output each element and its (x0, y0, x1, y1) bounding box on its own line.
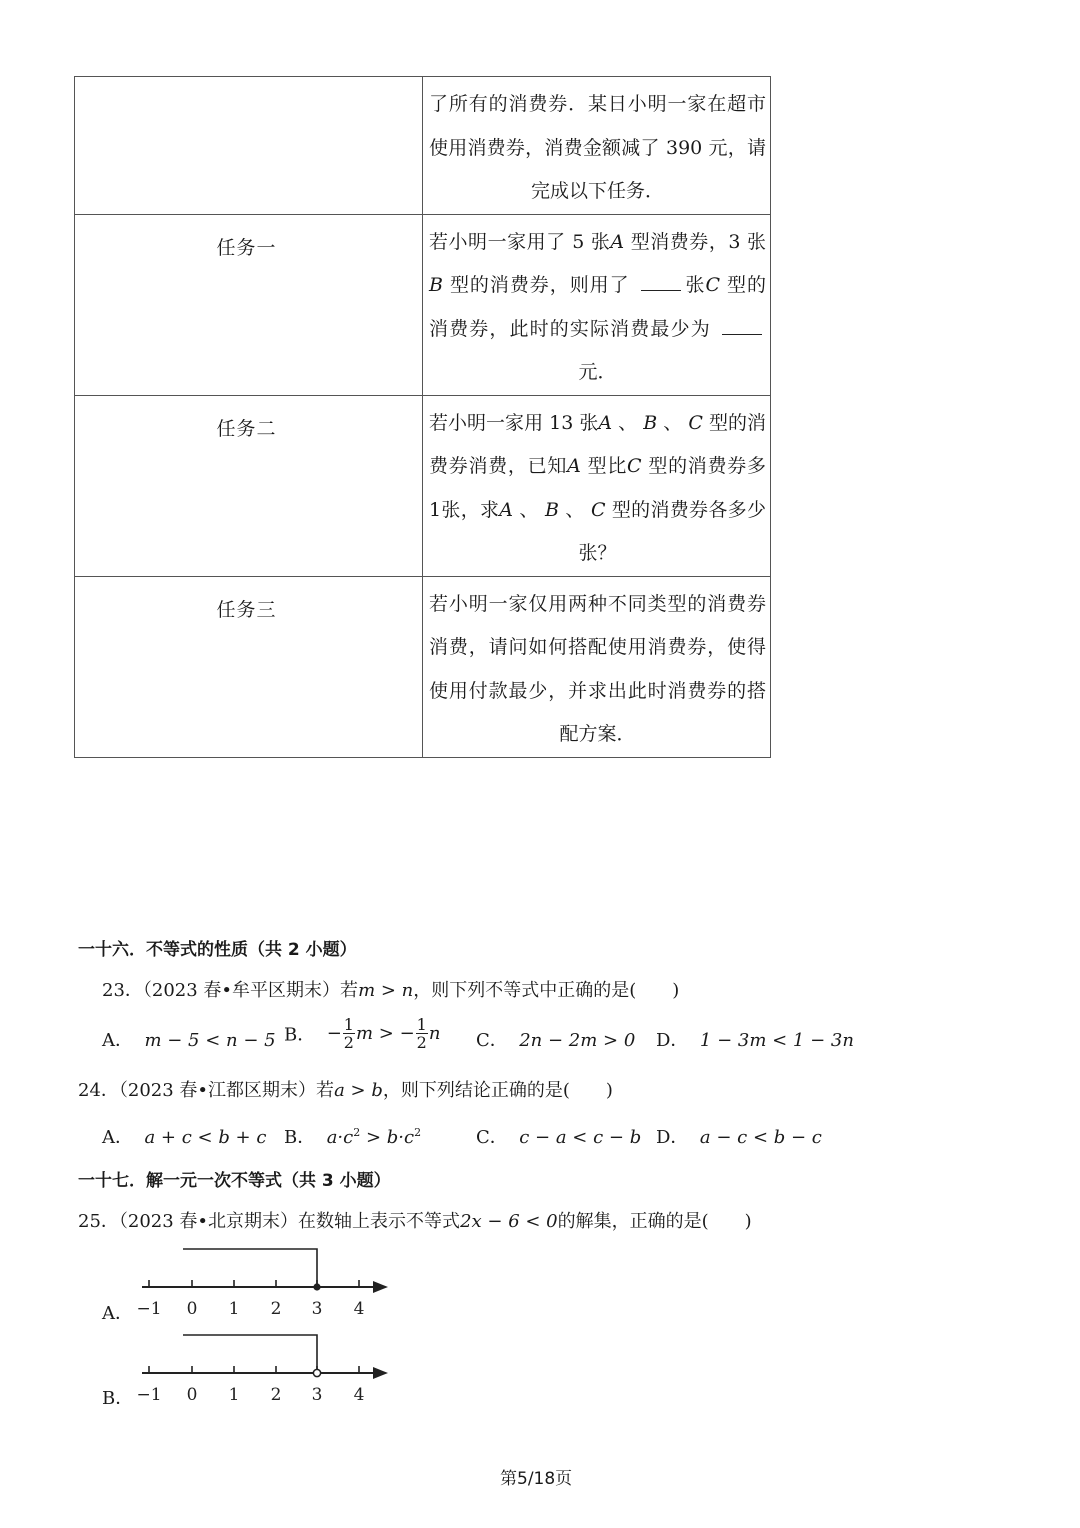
q23-option-a[interactable]: A． m − 5 < n − 5 (102, 1030, 276, 1051)
q24-option-a[interactable]: A． a + c < b + c (102, 1127, 267, 1148)
q25-option-a-number-line (130, 1240, 400, 1325)
row-label-cell (75, 576, 423, 757)
tick-label: 3 (311, 1299, 323, 1319)
task-3-content: 若小明一家仅用两种不同类型的消费券消费，请问如何搭配使用消费券，使得使用付款最少，并求出此时消费券的搭配方案． (429, 592, 766, 745)
tick-label: 0 (186, 1299, 198, 1319)
tick-label: 0 (186, 1385, 198, 1405)
tick-label: 2 (270, 1385, 282, 1405)
q23-option-c[interactable]: C． 2n − 2m > 0 (476, 1030, 636, 1051)
axis-arrow (373, 1281, 388, 1293)
q23-option-d[interactable]: D． 1 − 3m < 1 − 3n (656, 1030, 854, 1051)
page-number: 第5/18页 (500, 1469, 573, 1489)
tick-label: 4 (353, 1385, 365, 1405)
row-label-cell (75, 77, 423, 215)
question-25: 25．（2023 春•北京期末）在数轴上表示不等式2x − 6 < 0的解集，正确的是( ) (78, 1211, 752, 1232)
answer-blank (641, 272, 681, 291)
section-heading-17: 一十七．解一元一次不等式（共 3 小题） (78, 1171, 391, 1191)
tick-label: −1 (136, 1385, 162, 1405)
tick-label: 1 (228, 1385, 240, 1405)
row-content-cell (423, 214, 771, 395)
task-table (74, 76, 771, 758)
solution-bracket (183, 1335, 317, 1369)
table-row (75, 395, 771, 576)
task-2-label: 任务二 (216, 417, 277, 440)
row-content-cell (423, 576, 771, 757)
row-content: 了所有的消费券．某日小明一家在超市使用消费券，消费金额减了 390 元，请完成以下任务． (429, 93, 766, 202)
question-23: 23．（2023 春•牟平区期末）若m > n，则下列不等式中正确的是( ) (102, 980, 680, 1001)
q24-option-b[interactable]: B． $a\cdot c^2 > b\cdot c^2$ (284, 1126, 422, 1148)
table-row (75, 77, 771, 215)
q25-option-a-label[interactable]: A． (102, 1303, 133, 1324)
hollow-endpoint (313, 1369, 320, 1376)
row-content-cell (423, 395, 771, 576)
row-content-cell (423, 77, 771, 215)
tick-label: 3 (311, 1385, 323, 1405)
tick-label: 1 (228, 1299, 240, 1319)
fraction: $\frac{1}{2}$ (416, 1015, 427, 1052)
row-label-cell (75, 395, 423, 576)
task-3-label: 任务三 (216, 598, 277, 621)
solid-endpoint (313, 1283, 320, 1290)
fraction: $\frac{1}{2}$ (343, 1015, 354, 1052)
q25-option-b-label[interactable]: B． (102, 1388, 134, 1409)
table-row (75, 576, 771, 757)
q24-option-c[interactable]: C． c − a < c − b (476, 1127, 642, 1148)
section-heading-16: 一十六．不等式的性质（共 2 小题） (78, 940, 357, 960)
axis-arrow (373, 1367, 388, 1379)
row-label-cell (75, 214, 423, 395)
q24-option-d[interactable]: D． a − c < b − c (656, 1127, 822, 1148)
tick-label: −1 (136, 1299, 162, 1319)
answer-blank (722, 316, 762, 335)
tick-label: 4 (353, 1299, 365, 1319)
task-1-content: 若小明一家用了 5 张A 型消费券，3 张B 型的消费券，则用了 张C 型的消费券，此时的实际消费最少为 元． (429, 230, 766, 383)
task-1-label: 任务一 (216, 236, 277, 259)
q25-option-b-number-line (130, 1326, 400, 1411)
solution-bracket (183, 1249, 317, 1287)
task-2-content: 若小明一家用 13 张A 、 B 、 C 型的消费券消费，已知A 型比C 型的消费券多1张，求A 、 B 、 C 型的消费券各多少张？ (429, 411, 766, 564)
table-row (75, 214, 771, 395)
question-24: 24．（2023 春•江都区期末）若a > b，则下列结论正确的是( ) (78, 1080, 613, 1101)
tick-label: 2 (270, 1299, 282, 1319)
q23-option-b[interactable]: B． − $\frac{1}{2}$ m > − $\frac{1}{2}$ n (284, 1015, 441, 1052)
